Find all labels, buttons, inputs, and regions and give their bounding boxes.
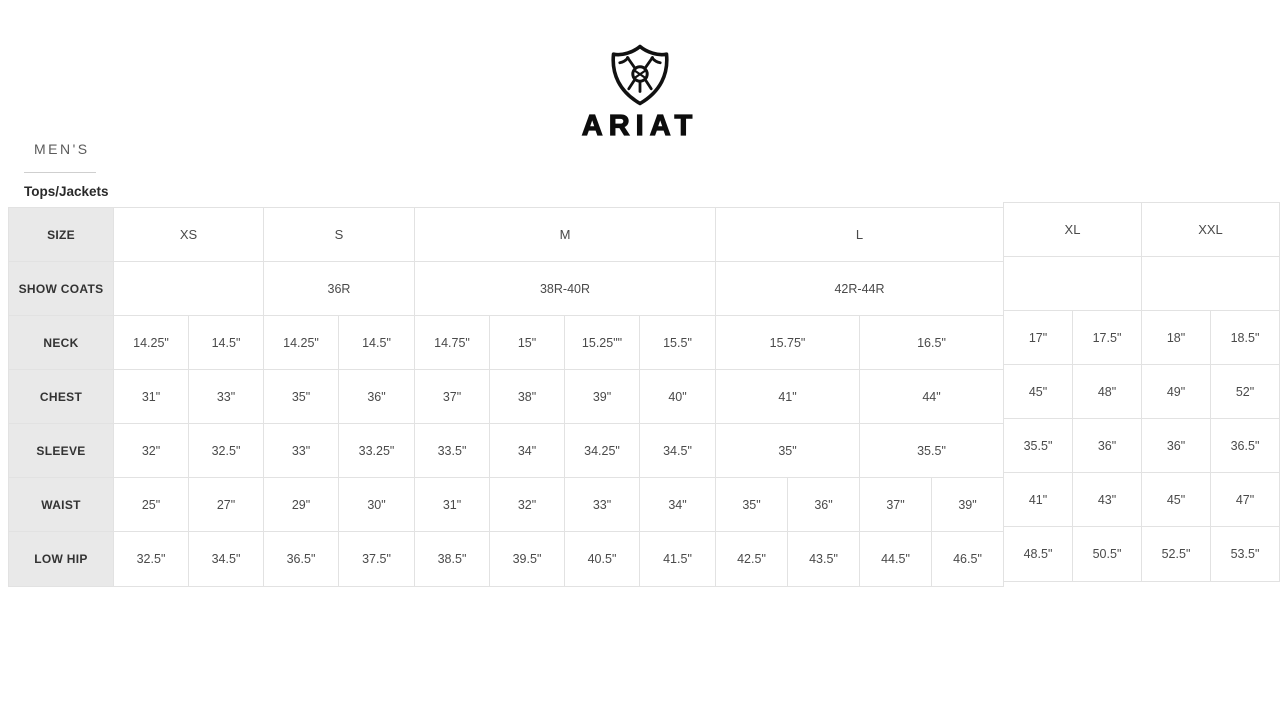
size-cell: 37.5" xyxy=(339,532,415,587)
size-cell: 14.5" xyxy=(339,316,415,370)
size-cell: 53.5" xyxy=(1211,527,1280,582)
size-cell: 36" xyxy=(788,478,860,532)
size-cell: 31" xyxy=(114,370,189,424)
size-cell: 34.25" xyxy=(565,424,640,478)
size-cell: 40" xyxy=(640,370,716,424)
brand-header xyxy=(0,44,1280,111)
chart-row xyxy=(9,208,1004,262)
size-cell: 32" xyxy=(490,478,565,532)
size-cell: 15.75" xyxy=(716,316,860,370)
size-cell: 43.5" xyxy=(788,532,860,587)
chart-row xyxy=(9,316,1004,370)
size-column-header: XS xyxy=(114,208,264,262)
size-cell: 48.5" xyxy=(1004,527,1073,582)
size-cell: 34.5" xyxy=(640,424,716,478)
size-cell: 34" xyxy=(640,478,716,532)
chart-row xyxy=(1004,419,1280,473)
size-cell: 34" xyxy=(490,424,565,478)
size-cell: 41" xyxy=(716,370,860,424)
size-column-header: XXL xyxy=(1142,203,1280,257)
size-cell: 45" xyxy=(1004,365,1073,419)
chart-row xyxy=(1004,473,1280,527)
size-cell: 14.75" xyxy=(415,316,490,370)
size-cell: 35.5" xyxy=(1004,419,1073,473)
section-title-divider xyxy=(24,172,96,173)
size-cell: 25" xyxy=(114,478,189,532)
size-cell: 35.5" xyxy=(860,424,1004,478)
size-cell: 32" xyxy=(114,424,189,478)
size-cell: 42R-44R xyxy=(716,262,1004,316)
chart-row xyxy=(9,370,1004,424)
size-cell: 41" xyxy=(1004,473,1073,527)
size-cell: 35" xyxy=(264,370,339,424)
chart-row xyxy=(9,478,1004,532)
ariat-shield-logo-icon xyxy=(607,93,673,110)
size-cell: 18" xyxy=(1142,311,1211,365)
size-column-header: M xyxy=(415,208,716,262)
size-cell: 49" xyxy=(1142,365,1211,419)
size-cell: 52" xyxy=(1211,365,1280,419)
size-cell: 44.5" xyxy=(860,532,932,587)
size-cell: 46.5" xyxy=(932,532,1004,587)
size-cell: 36.5" xyxy=(1211,419,1280,473)
size-cell: 38.5" xyxy=(415,532,490,587)
chart-row xyxy=(9,532,1004,587)
size-chart-left-body xyxy=(9,208,1004,587)
size-cell: 52.5" xyxy=(1142,527,1211,582)
size-cell: 37" xyxy=(415,370,490,424)
row-header: SHOW COATS xyxy=(9,262,114,316)
size-cell: 16.5" xyxy=(860,316,1004,370)
size-cell: 15.25"" xyxy=(565,316,640,370)
size-chart-right xyxy=(1003,202,1280,582)
row-header: NECK xyxy=(9,316,114,370)
size-cell: 39.5" xyxy=(490,532,565,587)
chart-row xyxy=(1004,527,1280,582)
size-cell: 36" xyxy=(339,370,415,424)
size-cell: 48" xyxy=(1073,365,1142,419)
size-column-header: L xyxy=(716,208,1004,262)
size-cell: 15.5" xyxy=(640,316,716,370)
size-cell: 36R xyxy=(264,262,415,316)
size-cell: 43" xyxy=(1073,473,1142,527)
size-cell: 38R-40R xyxy=(415,262,716,316)
size-column-header: S xyxy=(264,208,415,262)
size-chart-left xyxy=(8,207,1004,587)
size-cell: 18.5" xyxy=(1211,311,1280,365)
size-cell: 33" xyxy=(565,478,640,532)
size-cell: 42.5" xyxy=(716,532,788,587)
size-cell: 39" xyxy=(932,478,1004,532)
section-title: MEN'S xyxy=(34,141,90,157)
size-cell: 39" xyxy=(565,370,640,424)
size-cell: 14.5" xyxy=(189,316,264,370)
size-cell: 33.25" xyxy=(339,424,415,478)
size-cell: 33.5" xyxy=(415,424,490,478)
size-cell: 40.5" xyxy=(565,532,640,587)
size-cell: 32.5" xyxy=(189,424,264,478)
row-header: SIZE xyxy=(9,208,114,262)
size-cell: 30" xyxy=(339,478,415,532)
size-cell: 15" xyxy=(490,316,565,370)
size-cell: 34.5" xyxy=(189,532,264,587)
chart-row xyxy=(9,424,1004,478)
size-cell: 33" xyxy=(264,424,339,478)
size-cell: 27" xyxy=(189,478,264,532)
size-cell: 35" xyxy=(716,478,788,532)
chart-row xyxy=(1004,311,1280,365)
size-cell xyxy=(1142,257,1280,311)
chart-row xyxy=(1004,203,1280,257)
size-cell: 29" xyxy=(264,478,339,532)
size-cell: 31" xyxy=(415,478,490,532)
size-cell: 38" xyxy=(490,370,565,424)
size-cell: 36.5" xyxy=(264,532,339,587)
size-cell: 14.25" xyxy=(114,316,189,370)
size-cell: 33" xyxy=(189,370,264,424)
size-cell: 47" xyxy=(1211,473,1280,527)
size-cell: 17" xyxy=(1004,311,1073,365)
size-cell: 50.5" xyxy=(1073,527,1142,582)
size-cell xyxy=(114,262,264,316)
row-header: LOW HIP xyxy=(9,532,114,587)
size-cell: 14.25" xyxy=(264,316,339,370)
chart-row xyxy=(9,262,1004,316)
chart-row xyxy=(1004,365,1280,419)
size-cell: 37" xyxy=(860,478,932,532)
chart-row xyxy=(1004,257,1280,311)
category-label: Tops/Jackets xyxy=(24,184,109,199)
size-cell: 17.5" xyxy=(1073,311,1142,365)
size-column-header: XL xyxy=(1004,203,1142,257)
row-header: WAIST xyxy=(9,478,114,532)
size-cell: 32.5" xyxy=(114,532,189,587)
size-cell: 44" xyxy=(860,370,1004,424)
size-cell: 36" xyxy=(1073,419,1142,473)
size-cell xyxy=(1004,257,1142,311)
size-cell: 41.5" xyxy=(640,532,716,587)
size-chart-right-body xyxy=(1004,203,1280,582)
brand-wordmark: ARIAT xyxy=(581,110,699,142)
row-header: SLEEVE xyxy=(9,424,114,478)
row-header: CHEST xyxy=(9,370,114,424)
size-cell: 36" xyxy=(1142,419,1211,473)
size-cell: 45" xyxy=(1142,473,1211,527)
size-cell: 35" xyxy=(716,424,860,478)
